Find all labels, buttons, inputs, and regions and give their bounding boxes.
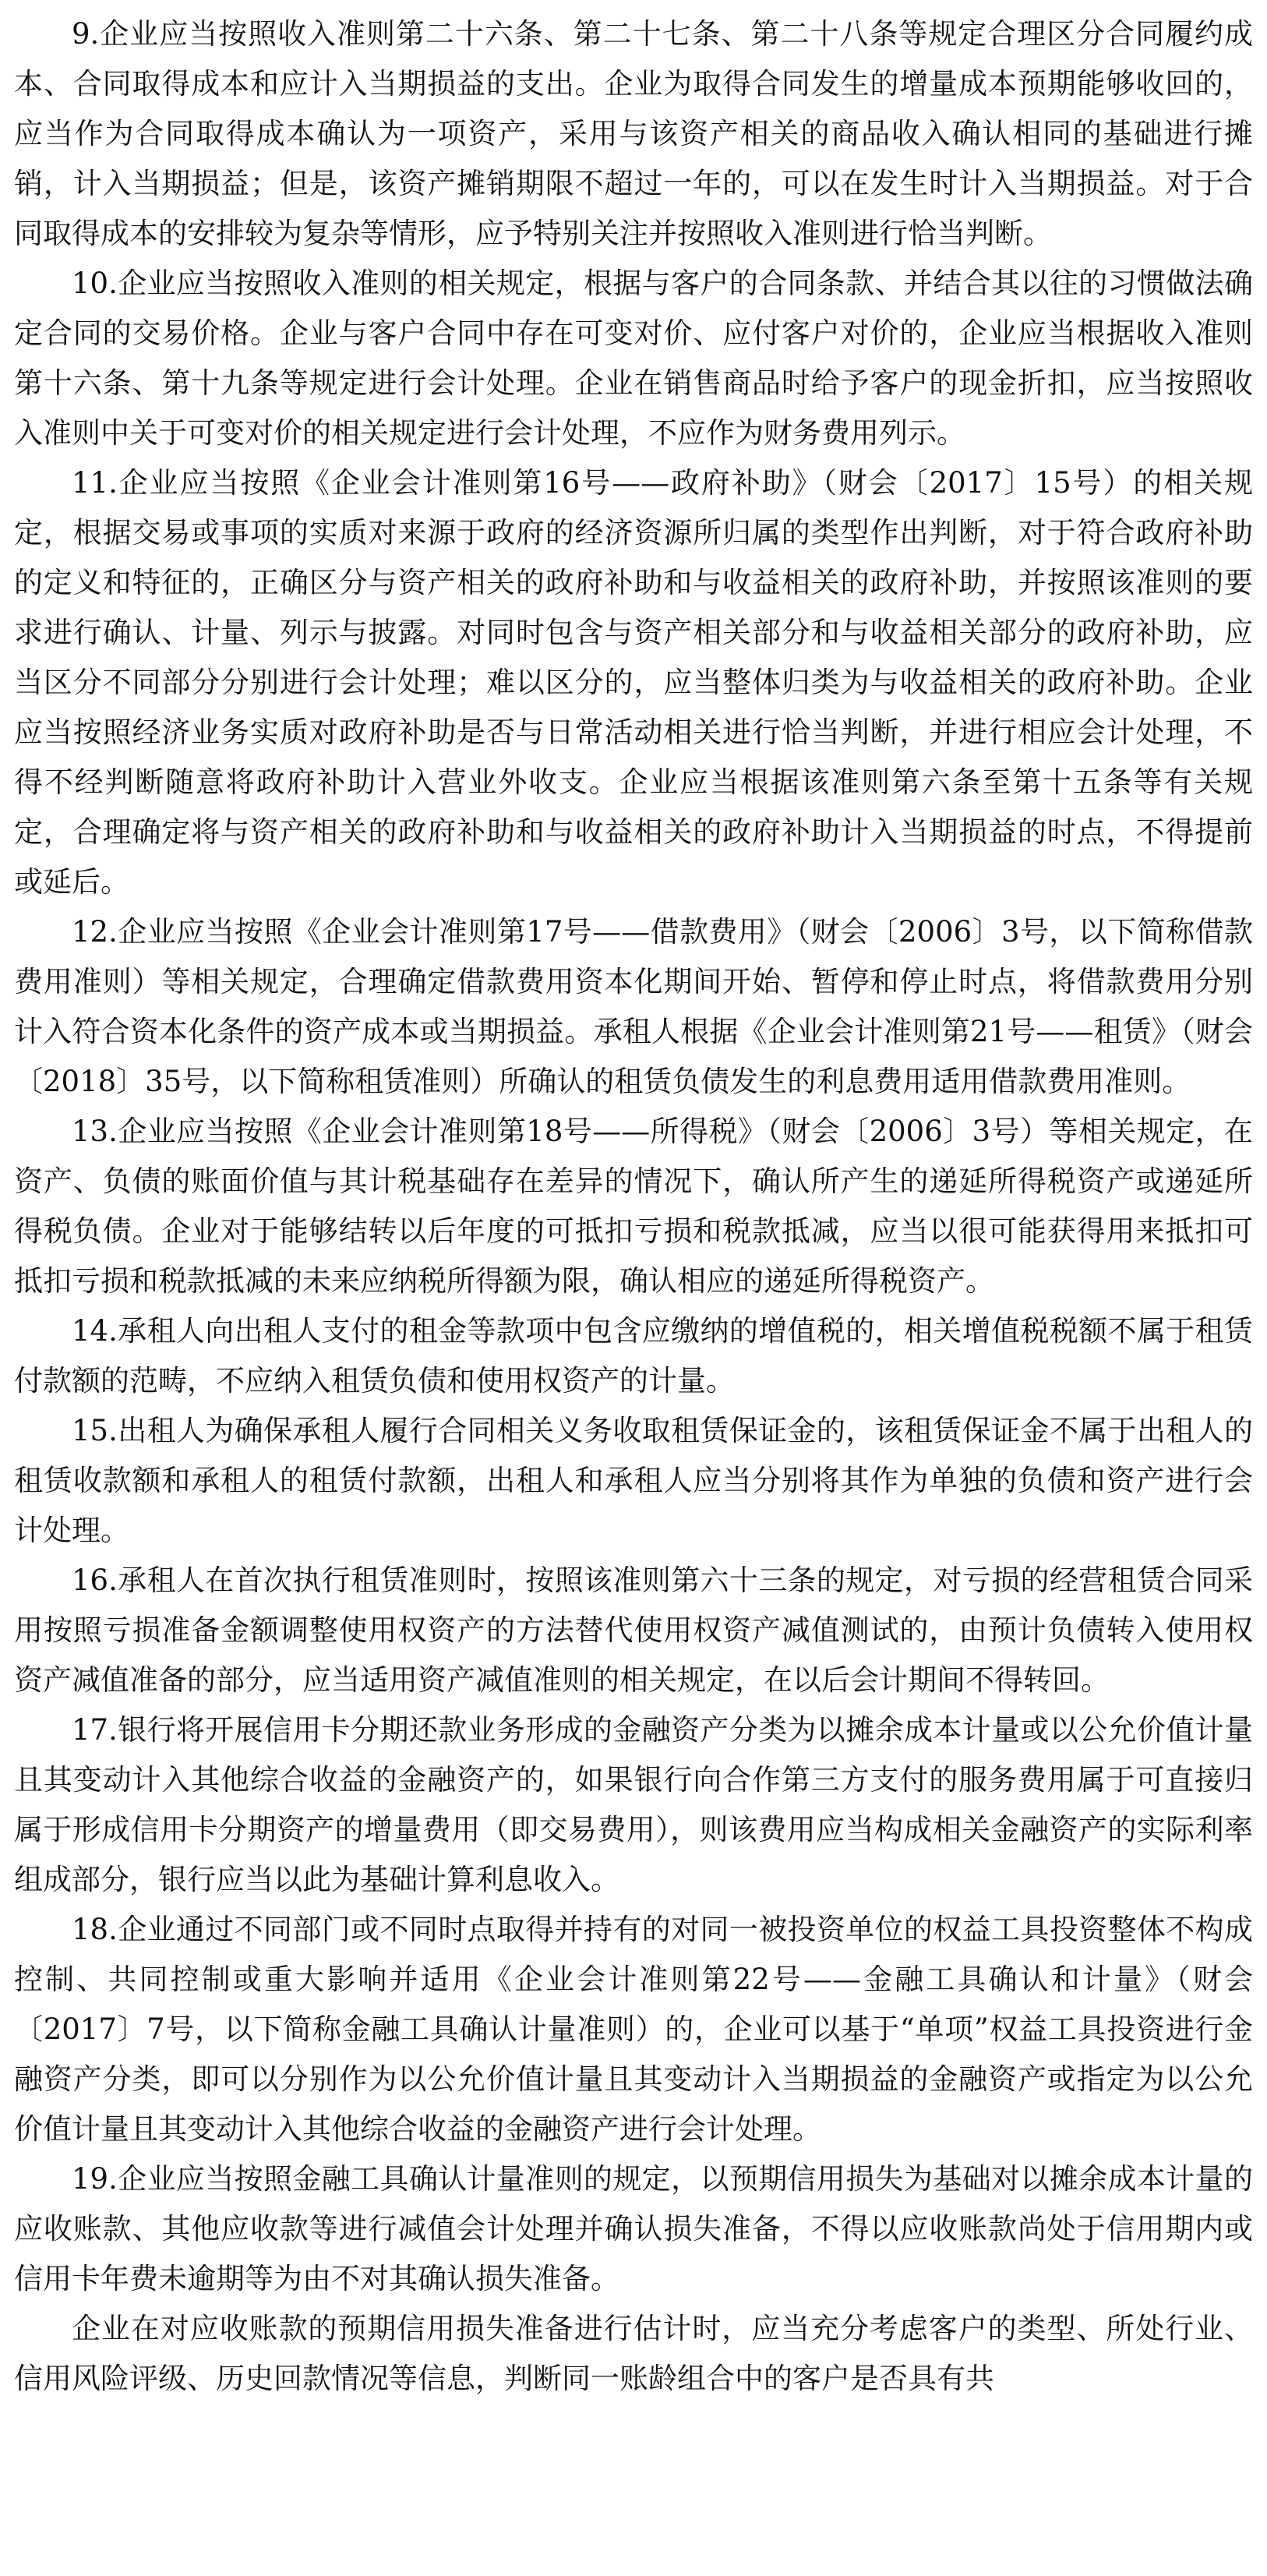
paragraph-17: 17.银行将开展信用卡分期还款业务形成的金融资产分类为以摊余成本计量或以公允价值计量且其变动计入其他综合收益的金融资产的，如果银行向合作第三方支付的服务费用属于可直接归属于形成信用卡分期资产的增量费用（即交易费用），则该费用应当构成相关金融资产的实际利率组成部分，银行应当以此为基础计算利息收入。 bbox=[14, 1713, 1253, 1896]
paragraph-11: 11.企业应当按照《企业会计准则第16号——政府补助》（财会〔2017〕15号）的相关规定，根据交易或事项的实质对来源于政府的经济资源所归属的类型作出判断，对于符合政府补助的定义和特征的，正确区分与资产相关的政府补助和与收益相关的政府补助，并按照该准则的要求进行确认、计量、列示与披露。对同时包含与资产相关部分和与收益相关部分的政府补助，应当区分不同部分分别进行会计处理；难以区分的，应当整体归类为与收益相关的政府补助。企业应当按照经济业务实质对政府补助是否与日常活动相关进行恰当判断，并进行相应会计处理，不得不经判断随意将政府补助计入营业外收支。企业应当根据该准则第六条至第十五条等有关规定，合理确定将与资产相关的政府补助和与收益相关的政府补助计入当期损益的时点，不得提前或延后。 bbox=[14, 466, 1253, 899]
paragraph-19: 19.企业应当按照金融工具确认计量准则的规定，以预期信用损失为基础对以摊余成本计量的应收账款、其他应收款等进行减值会计处理并确认损失准备，不得以应收账款尚处于信用期内或信用卡年费未逾期等为由不对其确认损失准备。 bbox=[14, 2162, 1253, 2295]
paragraph-19-continued: 企业在对应收账款的预期信用损失准备进行估计时，应当充分考虑客户的类型、所处行业、信用风险评级、历史回款情况等信息，判断同一账龄组合中的客户是否具有共 bbox=[14, 2312, 1253, 2395]
paragraph-10: 10.企业应当按照收入准则的相关规定，根据与客户的合同条款、并结合其以往的习惯做法确定合同的交易价格。企业与客户合同中存在可变对价、应付客户对价的，企业应当根据收入准则第十六条、第十九条等规定进行会计处理。企业在销售商品时给予客户的现金折扣，应当按照收入准则中关于可变对价的相关规定进行会计处理，不应作为财务费用列示。 bbox=[14, 267, 1253, 450]
paragraph-13: 13.企业应当按照《企业会计准则第18号——所得税》（财会〔2006〕3号）等相关规定，在资产、负债的账面价值与其计税基础存在差异的情况下，确认所产生的递延所得税资产或递延所得税负债。企业对于能够结转以后年度的可抵扣亏损和税款抵减，应当以很可能获得用来抵扣可抵扣亏损和税款抵减的未来应纳税所得额为限，确认相应的递延所得税资产。 bbox=[14, 1115, 1253, 1298]
paragraph-18: 18.企业通过不同部门或不同时点取得并持有的对同一被投资单位的权益工具投资整体不构成控制、共同控制或重大影响并适用《企业会计准则第22号——金融工具确认和计量》（财会〔2017〕7号，以下简称金融工具确认计量准则）的，企业可以基于“单项”权益工具投资进行金融资产分类，即可以分别作为以公允价值计量且其变动计入当期损益的金融资产或指定为以公允价值计量且其变动计入其他综合收益的金融资产进行会计处理。 bbox=[14, 1913, 1253, 2146]
paragraph-16: 16.承租人在首次执行租赁准则时，按照该准则第六十三条的规定，对亏损的经营租赁合同采用按照亏损准备金额调整使用权资产的方法替代使用权资产减值测试的，由预计负债转入使用权资产减值准备的部分，应当适用资产减值准则的相关规定，在以后会计期间不得转回。 bbox=[14, 1564, 1253, 1697]
paragraph-14: 14.承租人向出租人支付的租金等款项中包含应缴纳的增值税的，相关增值税税额不属于租赁付款额的范畴，不应纳入租赁负债和使用权资产的计量。 bbox=[14, 1314, 1253, 1398]
paragraph-9: 9.企业应当按照收入准则第二十六条、第二十七条、第二十八条等规定合理区分合同履约成本、合同取得成本和应计入当期损益的支出。企业为取得合同发生的增量成本预期能够收回的，应当作为合同取得成本确认为一项资产，采用与该资产相关的商品收入确认相同的基础进行摊销，计入当期损益；但是，该资产摊销期限不超过一年的，可以在发生时计入当期损益。对于合同取得成本的安排较为复杂等情形，应予特别关注并按照收入准则进行恰当判断。 bbox=[14, 17, 1253, 250]
paragraph-12: 12.企业应当按照《企业会计准则第17号——借款费用》（财会〔2006〕3号，以下简称借款费用准则）等相关规定，合理确定借款费用资本化期间开始、暂停和停止时点，将借款费用分别计入符合资本化条件的资产成本或当期损益。承租人根据《企业会计准则第21号——租赁》（财会〔2018〕35号，以下简称租赁准则）所确认的租赁负债发生的利息费用适用借款费用准则。 bbox=[14, 915, 1253, 1098]
paragraph-15: 15.出租人为确保承租人履行合同相关义务收取租赁保证金的，该租赁保证金不属于出租人的租赁收款额和承租人的租赁付款额，出租人和承租人应当分别将其作为单独的负债和资产进行会计处理。 bbox=[14, 1414, 1253, 1547]
